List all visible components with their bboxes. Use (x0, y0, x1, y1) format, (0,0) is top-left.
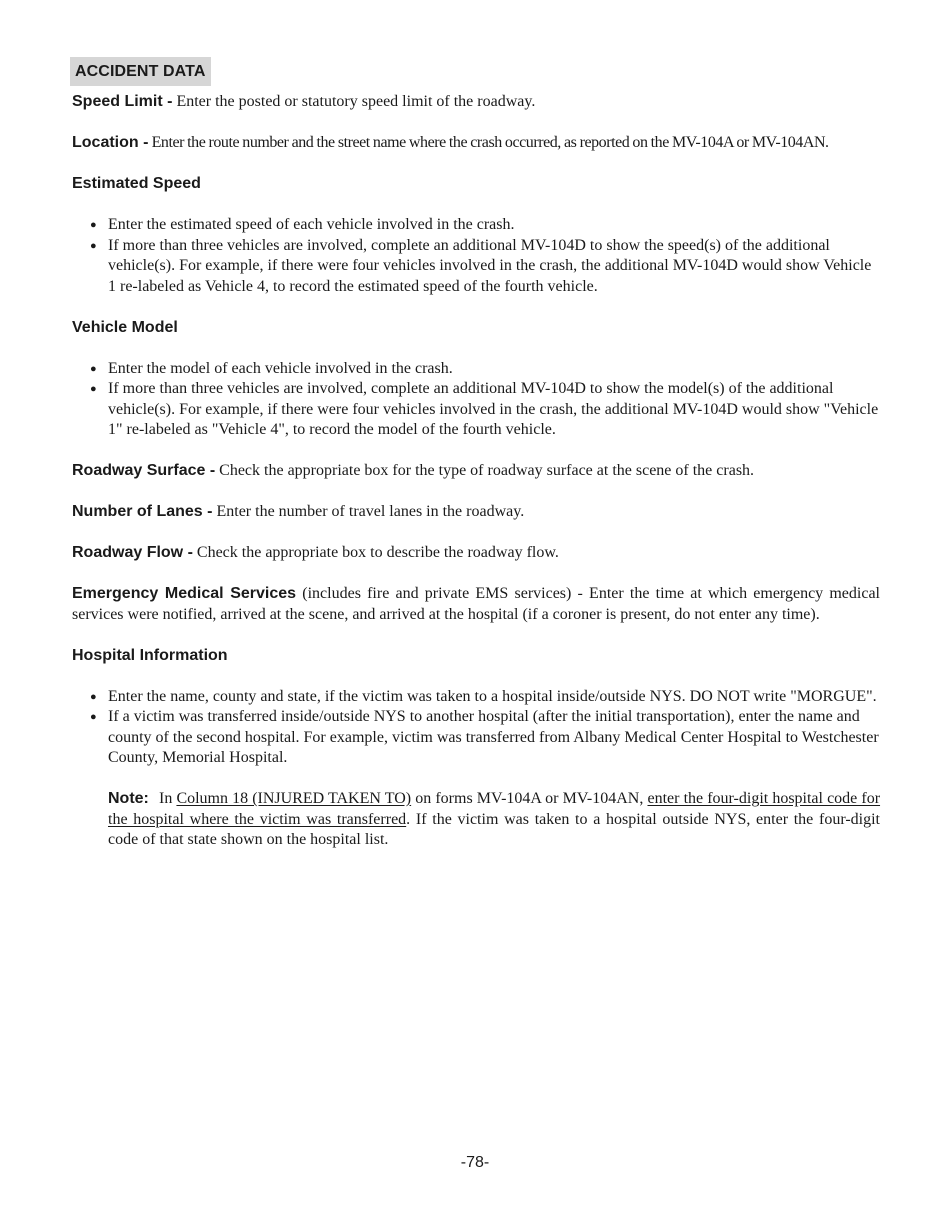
ems-paragraph (72, 584, 880, 625)
ems-term: Emergency Medical Services (72, 585, 297, 602)
location-text: Enter the route number and the street name where the crash occurred, as reported on the MV-104A or MV-104AN. (151, 134, 829, 151)
list-item: ● Enter the name, county and state, if the victim was taken to a hospital inside/outside NYS. DO NOT write "MORGUE". (72, 687, 880, 708)
roadway-flow-text: Check the appropriate box to describe the roadway flow. (196, 544, 559, 561)
number-of-lanes-text: Enter the number of travel lanes in the roadway. (216, 503, 525, 520)
roadway-flow-paragraph (72, 543, 880, 564)
note-label: Note: (108, 790, 149, 807)
number-of-lanes-paragraph (72, 502, 880, 523)
bullet-icon: ● (90, 383, 97, 395)
estimated-speed-heading: Estimated Speed (72, 175, 201, 192)
list-item: ● Enter the model of each vehicle involved in the crash. (72, 359, 880, 380)
bullet-icon: ● (90, 219, 97, 231)
number-of-lanes-term: Number of Lanes - (72, 503, 213, 520)
roadway-flow-term: Roadway Flow - (72, 544, 193, 561)
bullet-icon: ● (90, 362, 97, 375)
list-item: ● Enter the estimated speed of each vehicle involved in the crash. (72, 215, 880, 236)
hospital-note: Note: In Column 18 (INJURED TAKEN TO) on forms MV-104A or MV-104AN, enter the four-digit hospital code for the hospital where the victim was transferred. If the victim was taken to a hospital outside NYS, enter the four-digit code of that state shown on the hospital list. (108, 790, 881, 848)
column-reference: Column 18 (INJURED TAKEN TO) (176, 790, 412, 807)
roadway-surface-term: Roadway Surface - (72, 462, 216, 479)
page-number: -78- (460, 1154, 490, 1171)
speed-limit-text: Enter the posted or statutory speed limit of the roadway. (176, 93, 536, 110)
hospital-information-list (72, 687, 880, 769)
location-paragraph (72, 133, 880, 154)
roadway-surface-text: Check the appropriate box for the type of roadway surface at the scene of the crash. (219, 462, 755, 479)
roadway-surface-paragraph (72, 461, 880, 482)
bullet-icon: ● (90, 690, 97, 703)
document-page (72, 57, 880, 851)
ems-text: (includes fire and private EMS services) - Enter the time at which emergency medical services were notified, arrived at the scene, and arrived at the hospital (if a coroner is present, do not enter any time). (72, 585, 881, 623)
vehicle-model-list (72, 359, 880, 441)
estimated-speed-list (72, 215, 880, 297)
section-title: ACCIDENT DATA (70, 57, 211, 86)
bullet-icon: ● (90, 711, 97, 723)
hospital-code-instruction: enter the four-digit hospital code for the hospital where the victim was transferred (108, 790, 881, 828)
list-item: ● If more than three vehicles are involved, complete an additional MV-104D to show the model(s) of the additional vehicle(s). For example, if there were four vehicles involved in the crash, the additional MV-104D would show "Vehicle 1" re-labeled as "Vehicle 4", to record the model of the fourth vehicle. (90, 380, 879, 438)
speed-limit-term: Speed Limit - (72, 93, 173, 110)
list-item: ● If more than three vehicles are involved, complete an additional MV-104D to show the speed(s) of the additional vehicle(s). For example, if there were four vehicles involved in the crash, the additional MV-104D would show Vehicle 1 re-labeled as Vehicle 4, to record the estimated speed of the fourth vehicle. (90, 236, 872, 295)
location-term: Location - (72, 134, 149, 151)
speed-limit-paragraph (72, 92, 880, 113)
vehicle-model-heading: Vehicle Model (72, 318, 178, 336)
bullet-icon: ● (90, 239, 97, 252)
list-item: ● If a victim was transferred inside/outside NYS to another hospital (after the initial transportation), enter the name and county of the second hospital. For example, victim was transferred from Albany Medical Center Hospital to Westchester County, Memorial Hospital. (90, 708, 879, 766)
hospital-information-heading: Hospital Information (72, 646, 228, 664)
